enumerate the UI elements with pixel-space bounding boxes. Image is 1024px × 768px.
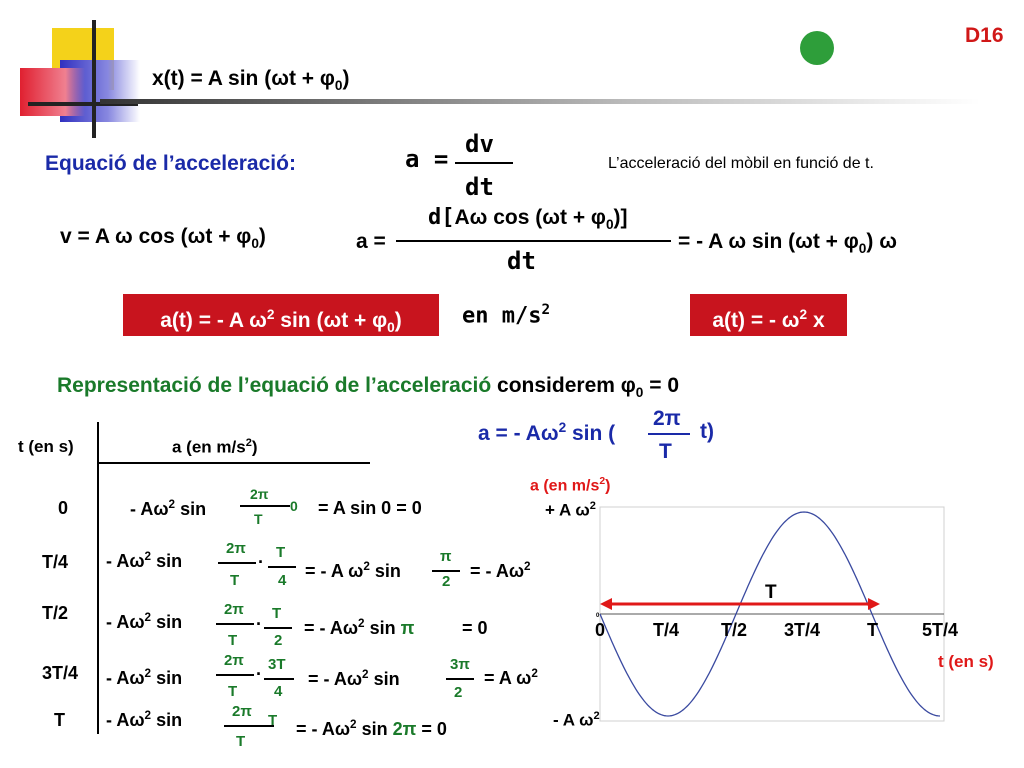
row-4-den: T (236, 733, 246, 750)
row-1-r-den: 2 (442, 573, 451, 590)
row-2-mid: = - $A\omega^2$ sin π (304, 617, 415, 638)
row-1-result: = - $A\omega^2$ (470, 560, 531, 581)
row-4-mid: = - $A\omega^2$ sin 2π = 0 (296, 718, 447, 739)
table-row-coef: - $A\omega^2$ sin (106, 611, 183, 632)
green-dot-icon (800, 31, 834, 65)
table-row-t: 3T/4 (42, 663, 79, 683)
row-1-mid: = - A $\omega^2$ sin (305, 560, 401, 581)
row-4-arg: T (268, 712, 278, 729)
table-vertical-rule (97, 422, 99, 734)
acceleration-result-box: a(t) = - A $\omega^2$ $\sin (\omega t + \varphi_0)$ (123, 294, 439, 336)
a-equals-derivative: a = (356, 230, 386, 253)
acceleration-note: L’acceleració del mòbil en funció de t. (608, 155, 874, 172)
dt-denominator: dt (465, 173, 494, 201)
table-row-coef: - $A\omega^2$ sin (106, 709, 183, 730)
row-2-arg-line (264, 627, 292, 629)
graph-y-label: a (en $m/s^2$) (530, 476, 611, 495)
row-3-den: T (228, 683, 238, 700)
row-2-den: T (228, 632, 238, 649)
acceleration-heading: Equació de l’acceleració: (45, 152, 296, 175)
row-2-dot: · (256, 614, 262, 634)
table-row-coef: - $A\omega^2$ sin (130, 498, 207, 519)
logo-red-square (20, 68, 85, 116)
row-0-line (240, 505, 290, 507)
row-2-arg-num: T (272, 605, 282, 622)
chart-origin-label: 0 (596, 613, 600, 619)
period-arrow-right-head (868, 598, 880, 610)
logo-vertical-line (92, 20, 96, 138)
x-tick-label: 5T/4 (922, 620, 959, 640)
row-3-arg-den: 4 (274, 683, 283, 700)
a-equals: a = (405, 145, 449, 173)
graph-y-min: - A $\omega^2$ (553, 710, 600, 730)
row-1-arg-num: T (276, 544, 286, 561)
derivative-numerator: d[Aω $\cos (\omega t + \varphi_0)$] (428, 205, 628, 233)
row-1-den: T (230, 572, 240, 589)
row-4-num: 2π (232, 703, 252, 720)
table-header-rule (98, 462, 370, 464)
graph-x-label: t (en s) (938, 652, 994, 671)
row-4-line (224, 725, 274, 727)
table-row-coef: - $A\omega^2$ sin (106, 550, 183, 571)
velocity-formula: v = A ω $\cos (\omega t + \varphi_0)$ (60, 225, 266, 252)
title-rule (100, 99, 980, 104)
table-row-t: 0 (58, 498, 69, 518)
dv-dt-fraction-line (455, 162, 513, 164)
row-1-dot: · (258, 552, 264, 572)
row-3-arg-line (264, 678, 294, 680)
units-label: en $m/s^2$ (462, 302, 551, 329)
table-row-t: T (54, 710, 65, 730)
x-tick-label: T/2 (721, 620, 748, 640)
table-row-t: T/2 (42, 603, 69, 623)
row-3-arg-num: 3T (268, 656, 286, 673)
row-2-line (216, 623, 254, 625)
slide-logo (20, 20, 140, 140)
slide-code: D16 (965, 24, 1004, 47)
table-row-t: T/4 (42, 552, 69, 572)
x-tick-label: T/4 (653, 620, 680, 640)
representation-line: Representació de l’equació de l’acceleració considerem $\varphi_0 = 0$ (57, 374, 680, 401)
acceleration-x-box: a(t) = - $\omega^2$ x (690, 294, 847, 336)
row-3-r-den: 2 (454, 684, 463, 701)
table-col-a-header: a (en $m/s^2$) (172, 437, 258, 457)
graph-equation-line (648, 433, 690, 435)
derivative-fraction-line (396, 240, 671, 242)
table-row-coef: - $A\omega^2$ sin (106, 667, 183, 688)
x-tick-label: 3T/4 (784, 620, 821, 640)
x-tick-label: 0 (595, 620, 606, 640)
graph-equation-suffix: t) (700, 420, 714, 443)
row-1-r-line (432, 570, 460, 572)
row-0-arg: 0 (290, 498, 298, 514)
row-0-num: 2π (250, 486, 269, 502)
row-0-result: = A sin 0 = 0 (318, 498, 422, 518)
period-label: T (765, 582, 777, 603)
row-2-arg-den: 2 (274, 632, 283, 649)
acceleration-chart (596, 505, 959, 725)
row-1-arg-den: 4 (278, 572, 287, 589)
row-3-dot: · (256, 664, 262, 684)
x-tick-label: T (867, 620, 878, 640)
row-1-line (218, 562, 256, 564)
graph-equation-den: T (659, 440, 672, 463)
row-1-num: 2π (226, 540, 246, 557)
derivative-denominator: dt (507, 247, 536, 275)
row-0-den: T (254, 511, 263, 527)
table-col-t-header: t (en s) (18, 437, 74, 456)
row-3-result: = A $\omega^2$ (484, 667, 538, 688)
row-3-num: 2π (224, 652, 244, 669)
row-3-mid: = - $A\omega^2$ sin (308, 668, 400, 689)
row-3-r-line (446, 678, 474, 680)
period-arrow-left-head (600, 598, 612, 610)
row-1-arg-line (268, 566, 296, 568)
dv-numerator: dv (465, 130, 494, 158)
row-1-r-num: π (440, 548, 452, 565)
row-3-line (216, 674, 254, 676)
row-3-r-num: 3π (450, 656, 470, 673)
row-2-result: = 0 (462, 618, 488, 638)
graph-y-max: + A $\omega^2$ (545, 500, 596, 520)
row-2-num: 2π (224, 601, 244, 618)
derivative-result: = - A ω $\sin (\omega t + \varphi_0)$ ω (678, 230, 897, 257)
graph-equation-prefix: a = - $A\omega^2$ sin ( (478, 420, 616, 445)
graph-equation-num: 2π (653, 407, 681, 430)
top-formula: x(t) = A $\sin (\omega t + \varphi_0)$ (152, 67, 350, 94)
